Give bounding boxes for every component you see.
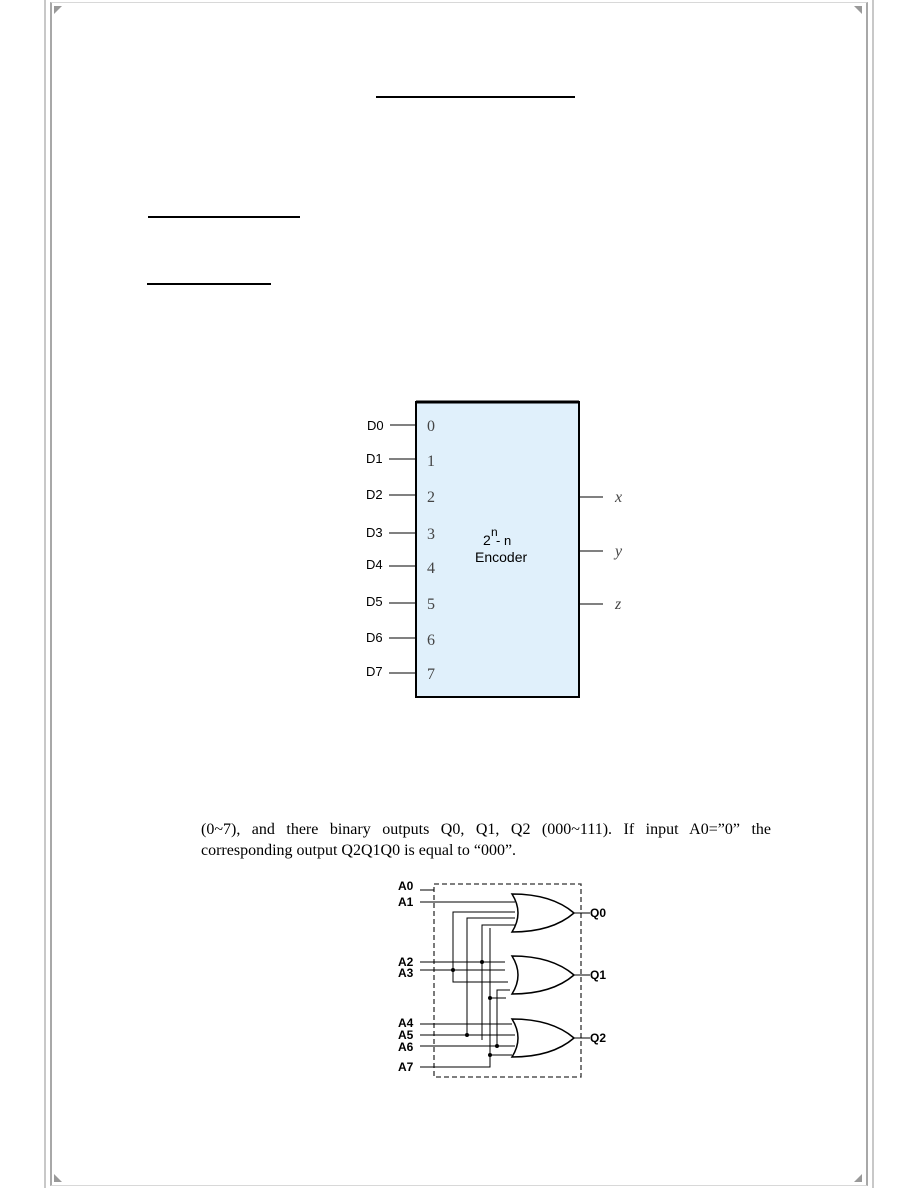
- output-label-y: y: [615, 543, 623, 560]
- output-label-x: x: [615, 489, 623, 506]
- wire-a3-to-q0: [453, 912, 515, 970]
- paragraph-line-2: corresponding output Q2Q1Q0 is equal to “000”.: [201, 842, 517, 859]
- junction-a3: [451, 968, 455, 972]
- or-gate-q1: [512, 956, 574, 994]
- input-label-d2: D2: [366, 487, 383, 502]
- wire-a3-to-q1: [453, 970, 508, 982]
- wire-a5-to-q0: [467, 918, 515, 1035]
- output-label-z: z: [615, 596, 622, 613]
- input-label-a1: A1: [398, 895, 414, 909]
- junction-a6: [495, 1044, 499, 1048]
- input-label-d6: D6: [366, 630, 383, 645]
- junction-a5: [465, 1033, 469, 1037]
- input-label-a4: A4: [398, 1016, 414, 1030]
- output-label-q1: Q1: [590, 968, 607, 982]
- junction-a7-q1: [488, 996, 492, 1000]
- encoder-label-rest: - n: [496, 533, 512, 548]
- input-label-a5: A5: [398, 1028, 414, 1042]
- output-label-q2: Q2: [590, 1031, 607, 1045]
- input-label-a6: A6: [398, 1040, 414, 1054]
- pin-number-5: 5: [427, 596, 435, 613]
- encoder-label-base: 2: [483, 532, 491, 548]
- junction-a7-q2: [488, 1053, 492, 1057]
- input-label-a2: A2: [398, 955, 414, 969]
- input-label-a3: A3: [398, 966, 414, 980]
- or-gate-q0: [512, 894, 574, 932]
- input-label-d1: D1: [366, 451, 383, 466]
- pin-number-6: 6: [427, 632, 435, 649]
- encoder-label-exponent: n: [491, 525, 498, 539]
- pin-number-1: 1: [427, 453, 435, 470]
- input-label-d5: D5: [366, 594, 383, 609]
- wire-a2-to-q0: [434, 925, 515, 962]
- or-gate-q2: [512, 1019, 574, 1057]
- pin-number-7: 7: [427, 666, 435, 683]
- pin-number-2: 2: [427, 489, 435, 506]
- input-label-a0: A0: [398, 879, 414, 893]
- input-label-d3: D3: [366, 525, 383, 540]
- input-label-d0: D0: [367, 418, 384, 433]
- paragraph-line-1: (0~7), and there binary outputs Q0, Q1, Q2 (000~111). If input A0=”0” the: [201, 821, 771, 838]
- junction-a2: [480, 960, 484, 964]
- pin-number-0: 0: [427, 418, 435, 435]
- input-label-d7: D7: [366, 664, 383, 679]
- input-label-a7: A7: [398, 1060, 414, 1074]
- pin-number-4: 4: [427, 560, 435, 577]
- output-label-q0: Q0: [590, 906, 607, 920]
- encoder-label-name: Encoder: [475, 549, 528, 565]
- pin-number-3: 3: [427, 526, 435, 543]
- input-label-d4: D4: [366, 557, 383, 572]
